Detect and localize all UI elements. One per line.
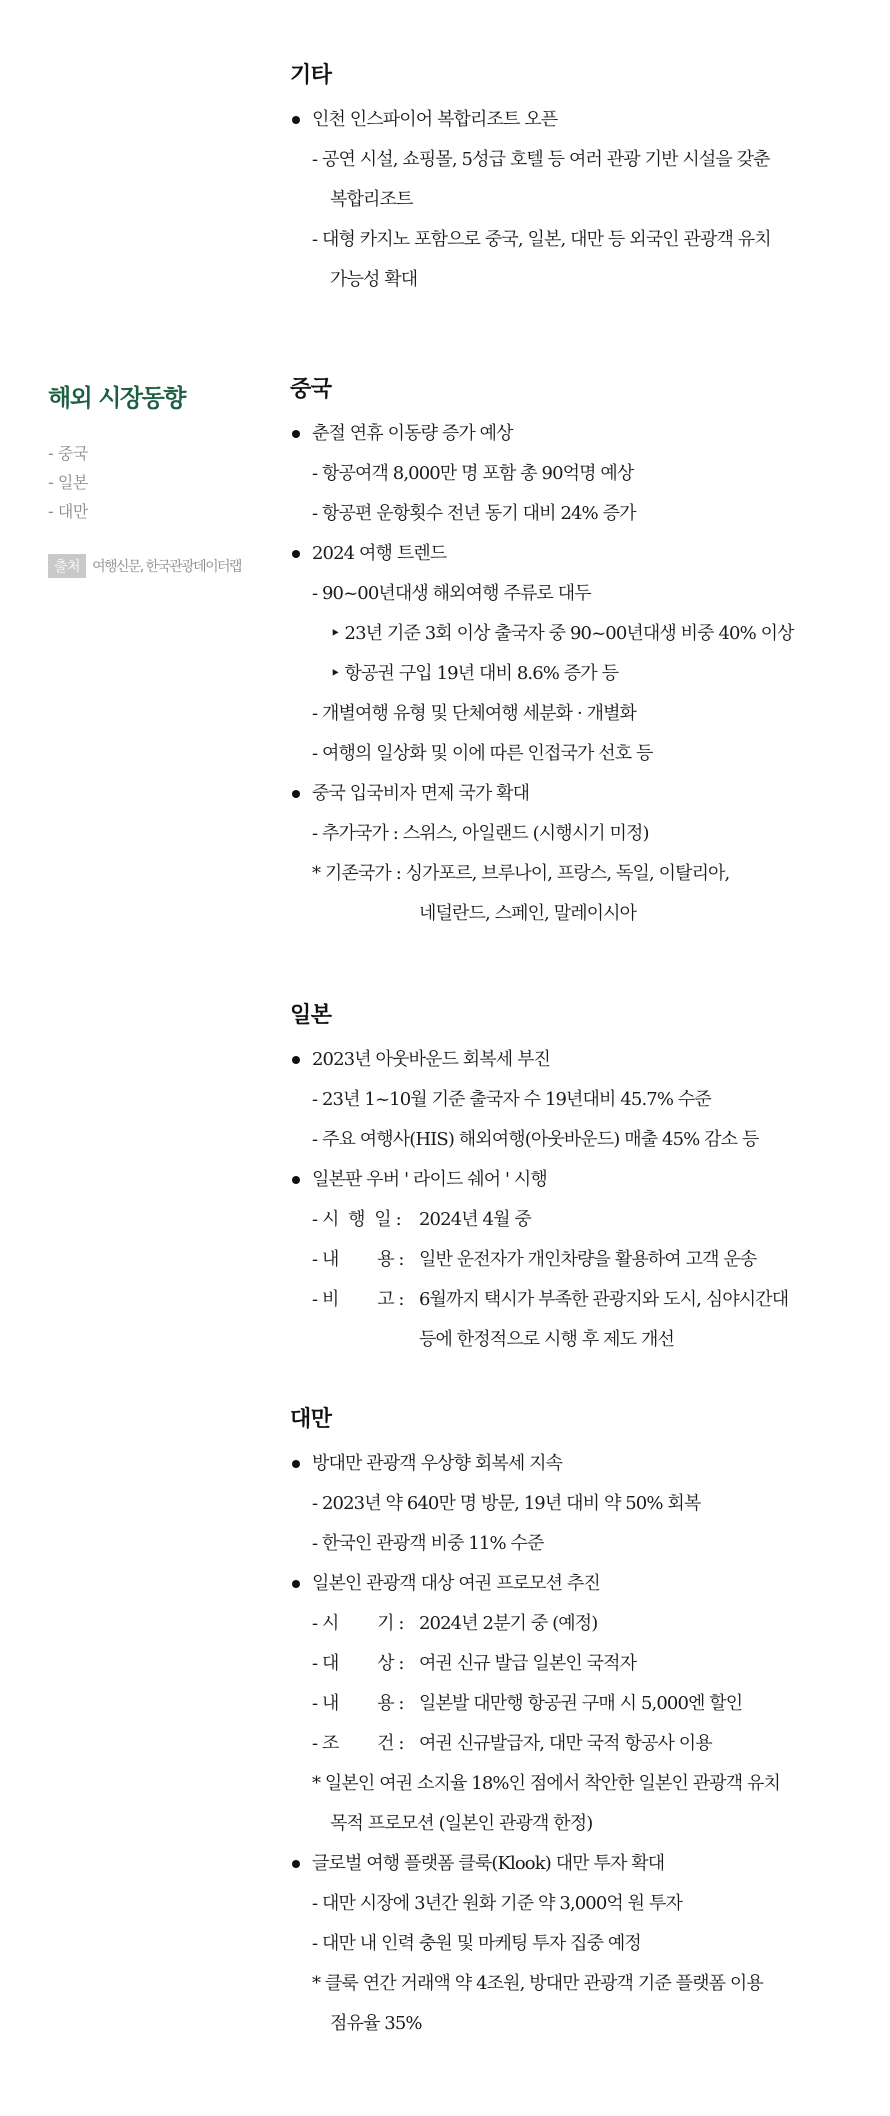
detail-continuation: 등에 한정적으로 시행 후 제도 개선 [419, 1329, 674, 1350]
detail-continuation: 네덜란드, 스페인, 말레이시아 [419, 903, 637, 924]
bullet-item: 일본인 관광객 대상 여권 프로모션 추진 [290, 1564, 850, 1604]
sidebar-item-taiwan: - 대만 [48, 502, 88, 521]
section-japan [290, 996, 850, 1360]
detail-key: - 시 행 일 : [312, 1209, 406, 1230]
detail-row [290, 1280, 850, 1320]
detail-value: 일본발 대만행 항공권 구매 시 5,000엔 할인 [419, 1693, 743, 1714]
sidebar-title: 해외 시장동향 [48, 384, 185, 412]
detail-value: 여권 신규발급자, 대만 국적 항공사 이용 [419, 1733, 712, 1754]
sidebar [48, 378, 288, 578]
sub-item: - 대만 시장에 3년간 원화 기준 약 3,000억 원 투자 [312, 1893, 682, 1914]
section-title: 일본 [290, 1003, 332, 1028]
section-title: 중국 [290, 377, 332, 402]
section-body [290, 414, 850, 934]
bullet-item: 인천 인스파이어 복합리조트 오픈 [290, 100, 850, 140]
sub-sub-item: ‣ 23년 기준 3회 이상 출국자 중 90~00년대생 비중 40% 이상 [330, 623, 794, 644]
bullet-item: 2023년 아웃바운드 회복세 부진 [290, 1040, 850, 1080]
section-etc [290, 56, 850, 300]
sub-item-continuation: 목적 프로모션 (일본인 관광객 한정) [330, 1813, 593, 1834]
sub-item: - 공연 시설, 쇼핑몰, 5성급 호텔 등 여러 관광 기반 시설을 갖춘 [312, 149, 770, 170]
sidebar-list [48, 439, 288, 526]
detail-key: - 대 상 : [312, 1653, 409, 1674]
detail-key: - 시 기 : [312, 1613, 409, 1634]
detail-row [290, 1644, 850, 1684]
section-title: 기타 [290, 63, 332, 88]
detail-value: 여권 신규 발급 일본인 국적자 [419, 1653, 637, 1674]
sub-item: * 일본인 여권 소지율 18%인 점에서 착안한 일본인 관광객 유치 [312, 1773, 781, 1794]
bullet-item: 춘절 연휴 이동량 증가 예상 [290, 414, 850, 454]
detail-value: 2024년 2분기 중 (예정) [419, 1613, 598, 1634]
sub-item: - 한국인 관광객 비중 11% 수준 [312, 1533, 544, 1554]
detail-value: 일반 운전자가 개인차량을 활용하여 고객 운송 [419, 1249, 757, 1270]
sub-item: - 2023년 약 640만 명 방문, 19년 대비 약 50% 회복 [312, 1493, 701, 1514]
sub-item: - 90~00년대생 해외여행 주류로 대두 [312, 583, 591, 604]
detail-row [290, 1240, 850, 1280]
detail-value: 2024년 4월 중 [419, 1209, 531, 1230]
section-china [290, 370, 850, 934]
section-body [290, 1040, 850, 1360]
sub-item: - 주요 여행사(HIS) 해외여행(아웃바운드) 매출 45% 감소 등 [312, 1129, 759, 1150]
detail-key: - 내 용 : [312, 1249, 409, 1270]
sub-item: - 여행의 일상화 및 이에 따른 인접국가 선호 등 [312, 743, 653, 764]
bullet-item: 글로벌 여행 플랫폼 클룩(Klook) 대만 투자 확대 [290, 1844, 850, 1884]
detail-key: - 내 용 : [312, 1693, 409, 1714]
sub-item: - 항공편 운항횟수 전년 동기 대비 24% 증가 [312, 503, 636, 524]
bullet-item: 중국 입국비자 면제 국가 확대 [290, 774, 850, 814]
sub-item: * 기존국가 : 싱가포르, 브루나이, 프랑스, 독일, 이탈리아, [312, 863, 730, 884]
bullet-item: 일본판 우버 ' 라이드 쉐어 ' 시행 [290, 1160, 850, 1200]
detail-row [290, 1604, 850, 1644]
section-title: 대만 [290, 1407, 332, 1432]
detail-key: - 조 건 : [312, 1733, 409, 1754]
source-text: 여행신문, 한국관광데이터랩 [92, 559, 241, 575]
sub-item: - 추가국가 : 스위스, 아일랜드 (시행시기 미정) [312, 823, 649, 844]
bullet-item: 방대만 관광객 우상향 회복세 지속 [290, 1444, 850, 1484]
section-body [290, 1444, 850, 2044]
source-note [48, 554, 288, 578]
sub-item: * 클룩 연간 거래액 약 4조원, 방대만 관광객 기준 플랫폼 이용 [312, 1973, 763, 1994]
detail-row [290, 1200, 850, 1240]
section-body [290, 100, 850, 300]
bullet-item: 2024 여행 트렌드 [290, 534, 850, 574]
sub-item: - 대만 내 인력 충원 및 마케팅 투자 집중 예정 [312, 1933, 641, 1954]
sub-item: - 개별여행 유형 및 단체여행 세분화 · 개별화 [312, 703, 637, 724]
sub-item: - 대형 카지노 포함으로 중국, 일본, 대만 등 외국인 관광객 유치 [312, 229, 771, 250]
sub-item-continuation: 점유율 35% [330, 2013, 422, 2034]
sub-item: - 항공여객 8,000만 명 포함 총 90억명 예상 [312, 463, 634, 484]
sidebar-item-japan: - 일본 [48, 473, 88, 492]
section-taiwan [290, 1400, 850, 2044]
sub-item: - 23년 1~10월 기준 출국자 수 19년대비 45.7% 수준 [312, 1089, 711, 1110]
sidebar-item-china: - 중국 [48, 444, 88, 463]
source-badge: 출처 [48, 554, 86, 578]
detail-value: 6월까지 택시가 부족한 관광지와 도시, 심야시간대 [419, 1289, 789, 1310]
sub-item-continuation: 가능성 확대 [330, 269, 418, 290]
detail-key: - 비 고 : [312, 1289, 409, 1310]
sub-item-continuation: 복합리조트 [330, 189, 413, 210]
detail-row [290, 1684, 850, 1724]
detail-row [290, 1724, 850, 1764]
sub-sub-item: ‣ 항공권 구입 19년 대비 8.6% 증가 등 [330, 663, 619, 684]
